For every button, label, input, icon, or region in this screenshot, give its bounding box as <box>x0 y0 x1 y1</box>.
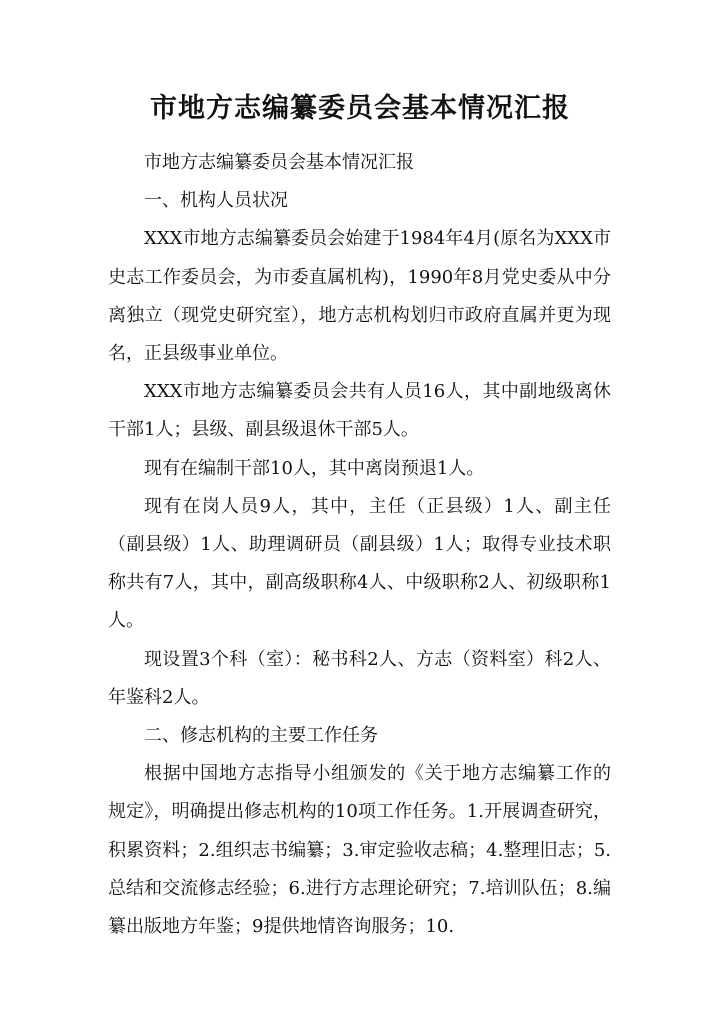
document-title: 市地方志编纂委员会基本情况汇报 <box>150 93 570 124</box>
paragraph: 现设置3个科（室）：秘书科2人、方志（资料室）科2人、年鉴科2人。 <box>108 648 611 708</box>
section-heading-2: 二、修志机构的主要工作任务 <box>144 725 378 747</box>
paragraph: 现有在岗人员9人，其中，主任（正县级）1人、副主任（副县级）1人、助理调研员（副县级）1人；取得专业技术职称共有7人，其中，副高级职称4人、中级职称2人、初级职称1人。 <box>108 495 611 632</box>
document-body <box>108 144 611 946</box>
paragraph: XXX市地方志编纂委员会共有人员16人，其中副地级离休干部1人；县级、副县级退休干部5人。 <box>108 381 611 441</box>
paragraph: 现有在编制干部10人，其中离岗预退1人。 <box>144 457 485 479</box>
paragraph: 根据中国地方志指导小组颁发的《关于地方志编纂工作的规定》，明确提出修志机构的10项工作任务。1.开展调查研究，积累资料；2.组织志书编纂；3.审定验收志稿；4.整理旧志；5.总结和交流修志经验；6.进行方志理论研究；7.培训队伍；8.编纂出版地方年鉴；9提供地情咨询服务；10. <box>108 763 611 938</box>
paragraph: XXX市地方志编纂委员会始建于1984年4月(原名为XXX市史志工作委员会，为市委直属机构)，1990年8月党史委从中分离独立（现党史研究室），地方志机构划归市政府直属并更为现名，正县级事业单位。 <box>108 228 611 365</box>
subtitle-paragraph: 市地方志编纂委员会基本情况汇报 <box>144 152 414 173</box>
section-heading-1: 一、机构人员状况 <box>144 190 288 212</box>
